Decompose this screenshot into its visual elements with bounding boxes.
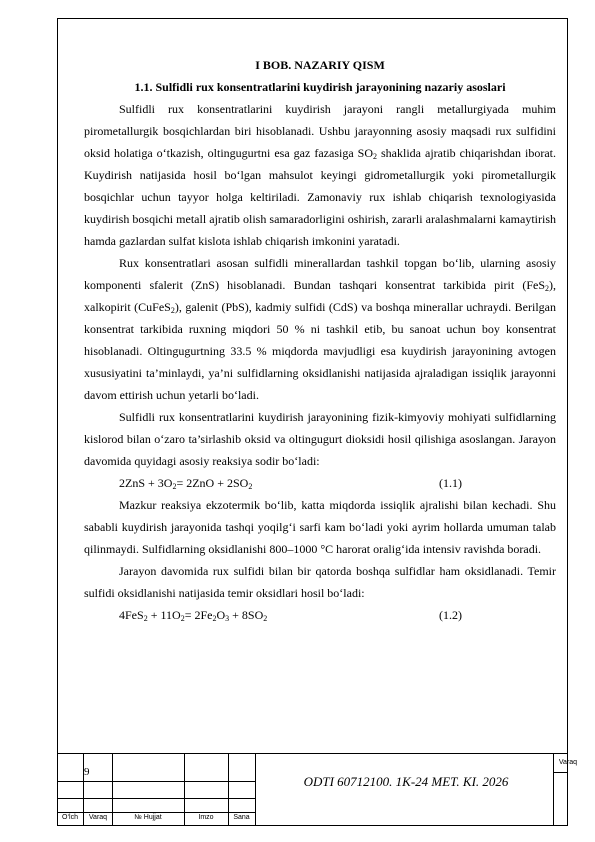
equation-2-number: (1.2) [439,608,462,622]
stamp-row-line [57,781,255,782]
paragraph-1: Sulfidli rux konsentratlarini kuydirish jarayoni rangli metallurgiyada muhim pirometallurgik bosqichlardan biri hisoblanadi. Ushbu jarayonning asosiy maqsadi rux sulfidini oksid holatiga o‘tkazish, oltingugurtni esa gaz fazasiga $SO_2$ shaklida ajratib chiqarishdan iborat. Kuydirish natijasida hosil bo‘lgan mahsulot keyingi gidrometallurgik yoki pirometallurgik bosqichlar uchun tayyor holga keltiriladi. Zamonaviy rux ishlab chiqarish texnologiyasida kuydirish bosqichi metall ajratib olish samaradorligini oshirish, zararli aralashmalarni kamaytirish hamda gazlardan sulfat kislota ishlab chiqarish imkonini yaratadi. [84,102,556,248]
col-hujjat: № Hujjat [134,814,162,821]
paragraph-2: Rux konsentratlari asosan sulfidli minerallardan tashkil topgan bo‘lib, ularning asosiy komponenti sfalerit (ZnS) hisoblanadi. Bundan tashqari konsentrat tarkibida pirit (FeS$_2$), xalkopirit (CuFeS$_2$), galenit (PbS), kadmiy sulfidi (CdS) va boshqa minerallar uchraydi. Berilgan konsentrat tarkibida ruxning miqdori 50 % ni tashkil etib, bu sanoat uchun boy konsentrat hisoblanadi. Oltingugurtning 33.5 % miqdorda mavjudligi esa kuydirish jarayonining avtogen xususiyatini ta’minlaydi, ya’ni sulfidlarning oksidlanishi natijasida ajraladigan issiqlik jarayonni davom ettirish uchun yetarli bo‘ladi. [84,256,556,402]
section-title: 1.1. Sulfidli rux konsentratlarini kuydirish jarayonining nazariy asoslari [134,80,506,94]
col-olch: O‘lch [62,814,78,821]
document-body [84,54,556,626]
equation-1-number: (1.1) [439,476,462,490]
stamp-row-line [553,772,568,773]
col-sana: Sana [233,814,250,821]
col-varaq: Varaq [88,814,108,821]
equation-1: $2ZnS + 3O_2= 2ZnO + 2SO_2$ (1.1) [84,472,556,494]
equation-2: $4FeS_2 + 11O_2= 2Fe_2O_3 + 8SO_2$ (1.2) [84,604,556,626]
paragraph-3: Sulfidli rux konsentratlarini kuydirish jarayonining fizik-kimyoviy mohiyati sulfidlarning kislorod bilan o‘zaro ta’sirlashib oksid va oltingugurt dioksidi hosil qilishiga asoslangan. Jarayon davomida quyidagi asosiy reaksiya sodir bo‘ladi: [84,410,556,468]
stamp-divider [255,754,256,826]
chapter-title: I BOB. NAZARIY QISM [255,58,385,72]
stamp-row-line [57,798,255,799]
sheet-label: Varaq [558,759,578,766]
paragraph-5: Jarayon davomida rux sulfidi bilan bir qatorda boshqa sulfidlar ham oksidlanadi. Temir sulfidi oksidlanishi natijasida temir oksidlari hosil bo‘ladi: [84,564,556,600]
paragraph-4: Mazkur reaksiya ekzotermik bo‘lib, katta miqdorda issiqlik ajralishi bilan kechadi. Shu sababli kuydirish jarayonida tashqi yoqilg‘i sarfi kam bo‘ladi yoki ayrim hollarda umuman talab qilinmaydi. Sulfidlarning oksidlanishi 800–1000 °C harorat oralig‘ida intensiv ravishda boradi. [84,498,556,556]
document-code: ODTI 60712100. 1K-24 MET. KI. 2026 [303,774,509,789]
page-number: 9 [84,766,90,778]
col-imzo: Imzo [198,814,214,821]
